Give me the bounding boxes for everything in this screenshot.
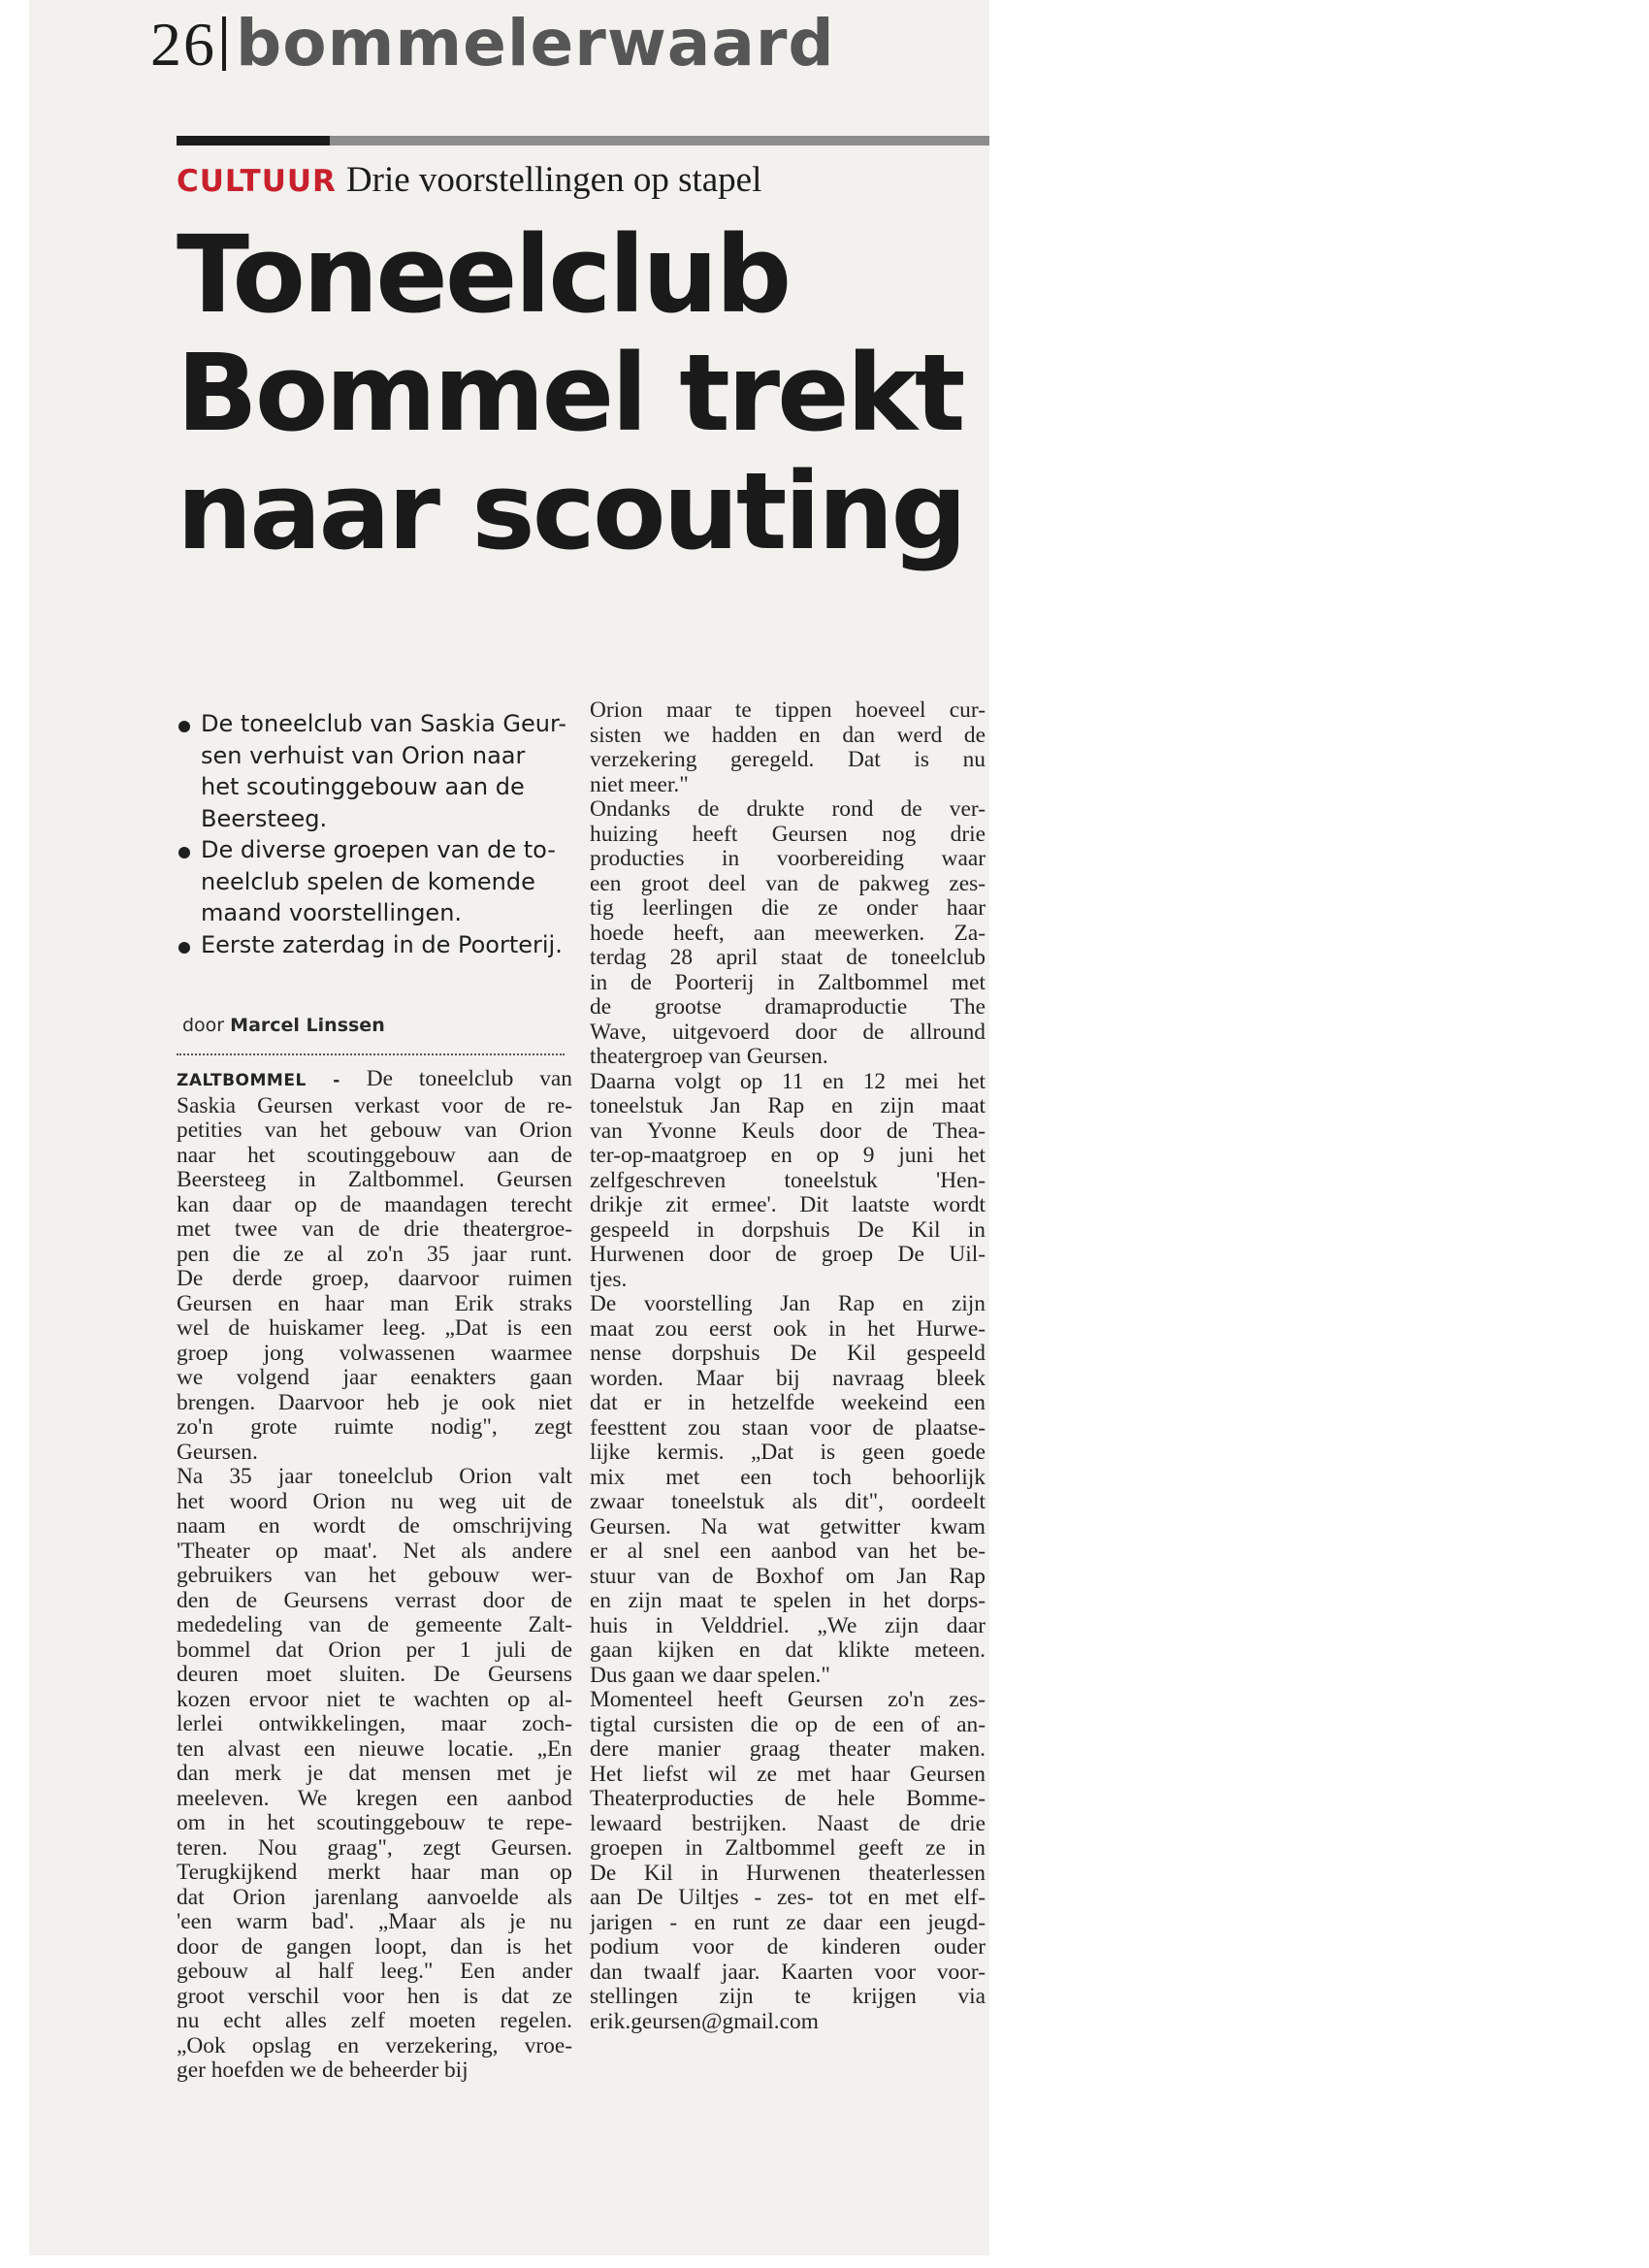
body-line: „Ook opslag en verzekering, vroe-	[177, 2033, 572, 2058]
summary-line: neelclub spelen de komende	[201, 867, 535, 895]
headline-line: Toneelclub	[177, 212, 790, 337]
summary-list	[177, 708, 594, 960]
body-line: Geursen. Na wat getwitter kwam	[590, 1514, 986, 1539]
body-line: toneelstuk Jan Rap en zijn maat	[590, 1094, 986, 1118]
body-line: Momenteel heeft Geursen zo'n zes-	[590, 1688, 986, 1712]
header-rule-dark	[177, 136, 330, 146]
body-line: dat er in hetzelfde weekeind een	[590, 1391, 986, 1415]
body-column-left	[177, 1067, 572, 2084]
body-line: kan daar op de maandagen terecht	[177, 1192, 572, 1217]
body-line: we volgend jaar eenakters gaan	[177, 1366, 572, 1390]
body-line: huizing heeft Geursen nog drie	[590, 822, 986, 847]
body-line: zelfgeschreven toneelstuk 'Hen-	[590, 1168, 986, 1193]
body-line: in de Poorterij in Zaltbommel met	[590, 970, 986, 995]
body-line: er al snel een aanbod van het be-	[590, 1539, 986, 1564]
body-line: podium voor de kinderen ouder	[590, 1935, 986, 1960]
body-line: Beersteeg in Zaltbommel. Geursen	[177, 1168, 572, 1192]
body-line: mededeling van de gemeente Zalt-	[177, 1613, 572, 1637]
body-line: De voorstelling Jan Rap en zijn	[590, 1292, 986, 1316]
byline-author: Marcel Linssen	[230, 1015, 385, 1036]
body-line: het woord Orion nu weg uit de	[177, 1489, 572, 1514]
body-line: dan merk je dat mensen met je	[177, 1762, 572, 1786]
byline	[182, 1015, 385, 1036]
body-line: nense dorpshuis De Kil gespeeld	[590, 1342, 986, 1366]
body-line: groep jong volwassenen waarmee	[177, 1341, 572, 1366]
body-line: Daarna volgt op 11 en 12 mei het	[590, 1069, 986, 1094]
summary-item	[177, 834, 594, 929]
byline-prefix: door	[182, 1015, 225, 1036]
body-line: maat zou eerst ook in het Hurwe-	[590, 1316, 986, 1342]
body-line: jarigen - en runt ze daar een jeugd-	[590, 1910, 986, 1935]
summary-line: het scoutinggebouw aan de	[201, 773, 525, 800]
body-line: om in het scoutinggebouw te repe-	[177, 1811, 572, 1835]
body-line: ter-op-maatgroep en op 9 juni het	[590, 1144, 986, 1168]
body-line: stuur van de Boxhof om Jan Rap	[590, 1564, 986, 1589]
headline-line: Bommel trekt	[177, 331, 963, 455]
body-line: aan De Uiltjes - zes- tot en met elf-	[590, 1886, 986, 1910]
body-line: bommel dat Orion per 1 juli de	[177, 1637, 572, 1663]
body-line: theatergroep van Geursen.	[590, 1045, 828, 1069]
body-line: 'Theater op maat'. Net als andere	[177, 1539, 572, 1564]
body-line: Geursen en haar man Erik straks	[177, 1291, 572, 1316]
headline-line: naar scouting	[177, 449, 965, 573]
body-line: Theaterproducties de hele Bomme-	[590, 1787, 986, 1811]
bullet-icon	[178, 721, 190, 732]
body-line: Terugkijkend merkt haar man op	[177, 1861, 572, 1885]
summary-item	[177, 708, 594, 834]
body-line: producties in voorbereiding waar	[590, 847, 986, 871]
body-line: groot verschil voor hen is dat ze	[177, 1984, 572, 2009]
body-line: hoede heeft, aan meewerken. Za-	[590, 921, 986, 946]
body-line: drikje zit ermee'. Dit laatste wordt	[590, 1193, 986, 1217]
body-line: mix met een toch behoorlijk	[590, 1465, 986, 1490]
body-line: een groot deel van de pakweg zes-	[590, 871, 986, 896]
body-line: zwaar toneelstuk als dit", oordeelt	[590, 1490, 986, 1514]
body-line: tigtal cursisten die op de een of an-	[590, 1712, 986, 1737]
body-line: teren. Nou graag", zegt Geursen.	[177, 1835, 572, 1861]
body-line: huis in Velddriel. „We zijn daar	[590, 1613, 986, 1638]
header-divider	[222, 16, 226, 71]
body-line: groepen in Zaltbommel geeft ze in	[590, 1836, 986, 1861]
body-line: deuren moet sluiten. De Geursens	[177, 1663, 572, 1687]
page-number: 26	[150, 10, 216, 79]
body-line: naar het scoutinggebouw aan de	[177, 1143, 572, 1168]
body-line: stellingen zijn te krijgen via	[590, 1985, 986, 2009]
body-line: den de Geursens verrast door de	[177, 1588, 572, 1613]
body-line: en zijn maat te spelen in het dorps-	[590, 1589, 986, 1613]
body-line: lewaard bestrijken. Naast de drie	[590, 1811, 986, 1836]
summary-line: Beersteeg.	[201, 804, 328, 832]
body-line: lijke kermis. „Dat is geen goede	[590, 1441, 986, 1465]
body-line: met twee van de drie theatergroe-	[177, 1217, 572, 1242]
body-line: dere manier graag theater maken.	[590, 1737, 986, 1762]
body-line: Ondanks de drukte rond de ver-	[590, 797, 986, 822]
body-text: De toneelclub van	[366, 1067, 572, 1091]
body-line: gespeeld in dorpshuis De Kil in	[590, 1217, 986, 1243]
body-line: niet meer."	[590, 772, 689, 797]
body-line: meeleven. We kregen een aanbod	[177, 1786, 572, 1811]
body-line: Na 35 jaar toneelclub Orion valt	[177, 1465, 572, 1489]
body-line: verzekering geregeld. Dat is nu	[590, 748, 986, 772]
body-line: Het liefst wil ze met haar Geursen	[590, 1762, 986, 1787]
bullet-icon	[178, 847, 190, 859]
body-line: gaan kijken en dat klikte meteen.	[590, 1638, 986, 1663]
dateline: ZALTBOMMEL -	[177, 1071, 340, 1090]
body-line: worden. Maar bij navraag bleek	[590, 1366, 986, 1391]
body-line: gebruikers van het gebouw wer-	[177, 1564, 572, 1588]
body-line: wel de huiskamer leeg. „Dat is een	[177, 1316, 572, 1341]
body-line: Geursen.	[177, 1440, 258, 1465]
summary-line: De diverse groepen van de to-	[201, 836, 556, 863]
body-line: nu echt alles zelf moeten regelen.	[177, 2009, 572, 2033]
body-line: petities van het gebouw van Orion	[177, 1118, 572, 1143]
body-line: tjes.	[590, 1267, 628, 1292]
body-line: lerlei ontwikkelingen, maar zoch-	[177, 1712, 572, 1736]
bullet-icon	[178, 942, 190, 954]
body-line: brengen. Daarvoor heb je ook niet	[177, 1390, 572, 1415]
body-line: kozen ervoor niet te wachten op al-	[177, 1687, 572, 1712]
kicker-text: Drie voorstellingen op stapel	[345, 160, 762, 200]
body-line: De Kil in Hurwenen theaterlessen	[590, 1861, 986, 1886]
body-line: door de gangen loopt, dan is het	[177, 1934, 572, 1960]
kicker	[177, 159, 761, 201]
newspaper-clipping	[29, 0, 989, 2255]
headline	[177, 212, 989, 573]
body-line: Wave, uitgevoerd door de allround	[590, 1020, 986, 1045]
kicker-label: CULTUUR	[177, 164, 337, 199]
body-line: terdag 28 april staat de toneelclub	[590, 946, 986, 970]
body-line: Hurwenen door de groep De Uil-	[590, 1243, 986, 1267]
body-line: feesttent zou staan voor de plaatse-	[590, 1415, 986, 1441]
body-line: dan twaalf jaar. Kaarten voor voor-	[590, 1960, 986, 1985]
body-line: tig leerlingen die ze onder haar	[590, 896, 986, 921]
body-line: Saskia Geursen verkast voor de re-	[177, 1093, 572, 1118]
header-rule-grey	[330, 136, 989, 146]
body-column-right	[590, 698, 986, 2034]
summary-line: Eerste zaterdag in de Poorterij.	[201, 930, 563, 958]
body-line	[177, 1067, 572, 1094]
body-line: dat Orion jarenlang aanvoelde als	[177, 1885, 572, 1910]
body-line: de grootse dramaproductie The	[590, 995, 986, 1020]
body-line: zo'n grote ruimte nodig", zegt	[177, 1415, 572, 1440]
body-line: erik.geursen@gmail.com	[590, 2009, 819, 2034]
body-line: naam en wordt de omschrijving	[177, 1514, 572, 1539]
body-line: 'een warm bad'. „Maar als je nu	[177, 1910, 572, 1934]
summary-line: sen verhuist van Orion naar	[201, 741, 526, 769]
body-line: pen die ze al zo'n 35 jaar runt.	[177, 1242, 572, 1267]
byline-divider	[177, 1053, 565, 1055]
body-line: gebouw al half leeg." Een ander	[177, 1960, 572, 1984]
summary-item	[177, 929, 594, 961]
body-line: Dus gaan we daar spelen."	[590, 1663, 830, 1688]
body-line: De derde groep, daarvoor ruimen	[177, 1267, 572, 1291]
body-line: Orion maar te tippen hoeveel cur-	[590, 698, 986, 723]
summary-line: De toneelclub van Saskia Geur-	[201, 710, 566, 737]
body-line: ten alvast een nieuwe locatie. „En	[177, 1736, 572, 1762]
page-header	[150, 6, 835, 81]
body-line: sisten we hadden en dan werd de	[590, 723, 986, 748]
body-line: ger hoefden we de beheerder bij	[177, 2058, 469, 2083]
section-title: bommelerwaard	[236, 6, 835, 81]
summary-line: maand voorstellingen.	[201, 899, 463, 926]
body-line: van Yvonne Keuls door de Thea-	[590, 1118, 986, 1144]
